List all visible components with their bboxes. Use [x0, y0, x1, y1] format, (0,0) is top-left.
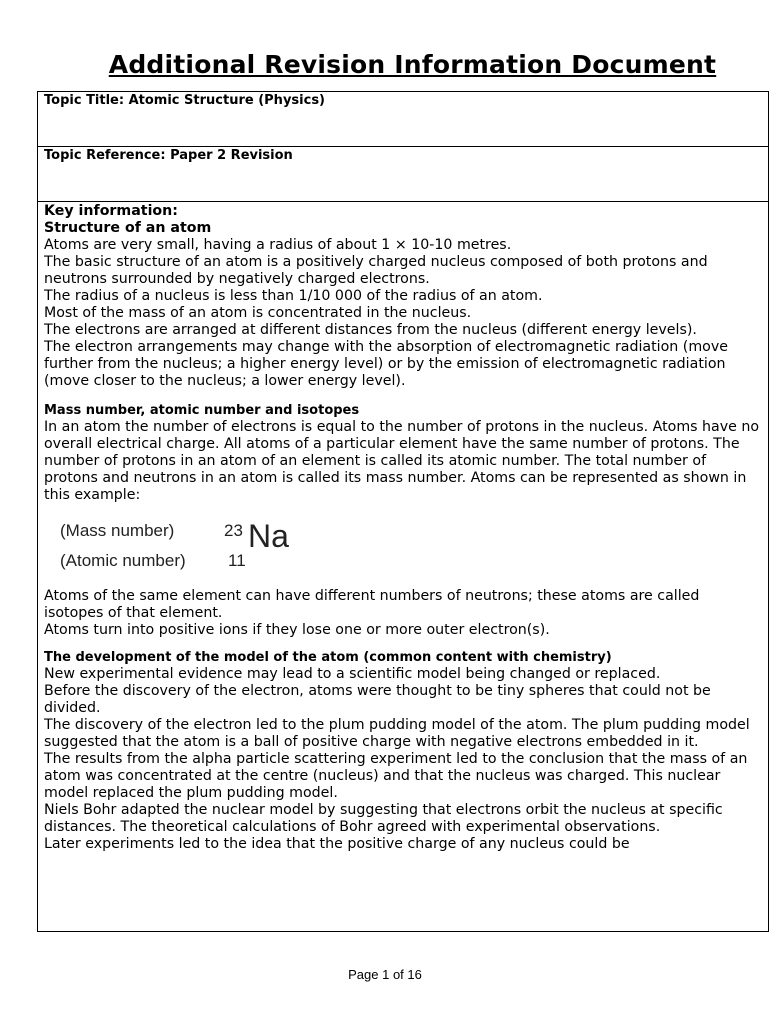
section-heading: Mass number, atomic number and isotopes: [44, 403, 360, 418]
paragraph: The radius of a nucleus is less than 1/10 000 of the radius of an atom.: [44, 288, 543, 304]
paragraph: Before the discovery of the electron, atoms were thought to be tiny spheres that could not be divided.: [44, 683, 711, 716]
paragraph: In an atom the number of electrons is equal to the number of protons in the nucleus. Atoms have no overall electrical charge. All atoms of a particular element have the same number of protons. The number of protons in an atom of an element is called its atomic number. The total number of protons and neutrons in an atom is called its mass number. Atoms can be represented as shown in this example:: [44, 419, 760, 503]
document-title: Additional Revision Information Document: [108, 50, 717, 79]
atomic-number-value: 11: [228, 551, 246, 570]
paragraph: Niels Bohr adapted the nuclear model by suggesting that electrons orbit the nucleus at specific distances. The theoretical calculations of Bohr agreed with experimental observations.: [44, 802, 723, 835]
topic-title-cell: [38, 92, 768, 147]
topic-reference: Topic Reference: Paper 2 Revision: [44, 148, 293, 163]
paragraph: Later experiments led to the idea that the positive charge of any nucleus could be: [44, 836, 630, 852]
spacer: [44, 639, 762, 649]
paragraph: Atoms are very small, having a radius of about 1 × 10-10 metres.: [44, 237, 512, 253]
element-symbol: Na: [248, 518, 289, 554]
paragraph: The electrons are arranged at different distances from the nucleus (different energy levels).: [44, 322, 697, 338]
info-table: [37, 91, 769, 932]
paragraph: Most of the mass of an atom is concentrated in the nucleus.: [44, 305, 472, 321]
key-info-heading: Key information:: [44, 203, 178, 219]
topic-title: Topic Title: Atomic Structure (Physics): [44, 93, 325, 108]
paragraph: The electron arrangements may change with the absorption of electromagnetic radiation (move further from the nucleus; a higher energy level) or by the emission of electromagnetic radiation (move closer to the nucleus; a lower energy level).: [44, 339, 728, 389]
mass-number-label: (Mass number): [60, 521, 175, 540]
paragraph: The results from the alpha particle scattering experiment led to the conclusion that the mass of an atom was concentrated at the centre (nucleus) and that the nucleus was charged. This nuclear model replaced the plum pudding model.: [44, 751, 748, 801]
atomic-number-label: (Atomic number): [60, 551, 186, 570]
mass-number-value: 23: [224, 521, 243, 540]
paragraph: The basic structure of an atom is a positively charged nucleus composed of both protons and neutrons surrounded by negatively charged electrons.: [44, 254, 708, 287]
topic-reference-cell: [38, 147, 768, 202]
page-number: Page 1 of 16: [348, 967, 422, 982]
paragraph: Atoms turn into positive ions if they lose one or more outer electron(s).: [44, 622, 550, 638]
key-information-cell: [38, 202, 768, 853]
section-heading: The development of the model of the atom (common content with chemistry): [44, 650, 612, 665]
paragraph: The discovery of the electron led to the plum pudding model of the atom. The plum pudding model suggested that the atom is a ball of positive charge with negative electrons embedded in it.: [44, 717, 750, 750]
spacer: [44, 390, 762, 402]
sodium-notation-example: [44, 504, 762, 588]
paragraph: Atoms of the same element can have different numbers of neutrons; these atoms are called isotopes of that element.: [44, 588, 700, 621]
paragraph: New experimental evidence may lead to a scientific model being changed or replaced.: [44, 666, 661, 682]
section-heading: Structure of an atom: [44, 220, 212, 236]
